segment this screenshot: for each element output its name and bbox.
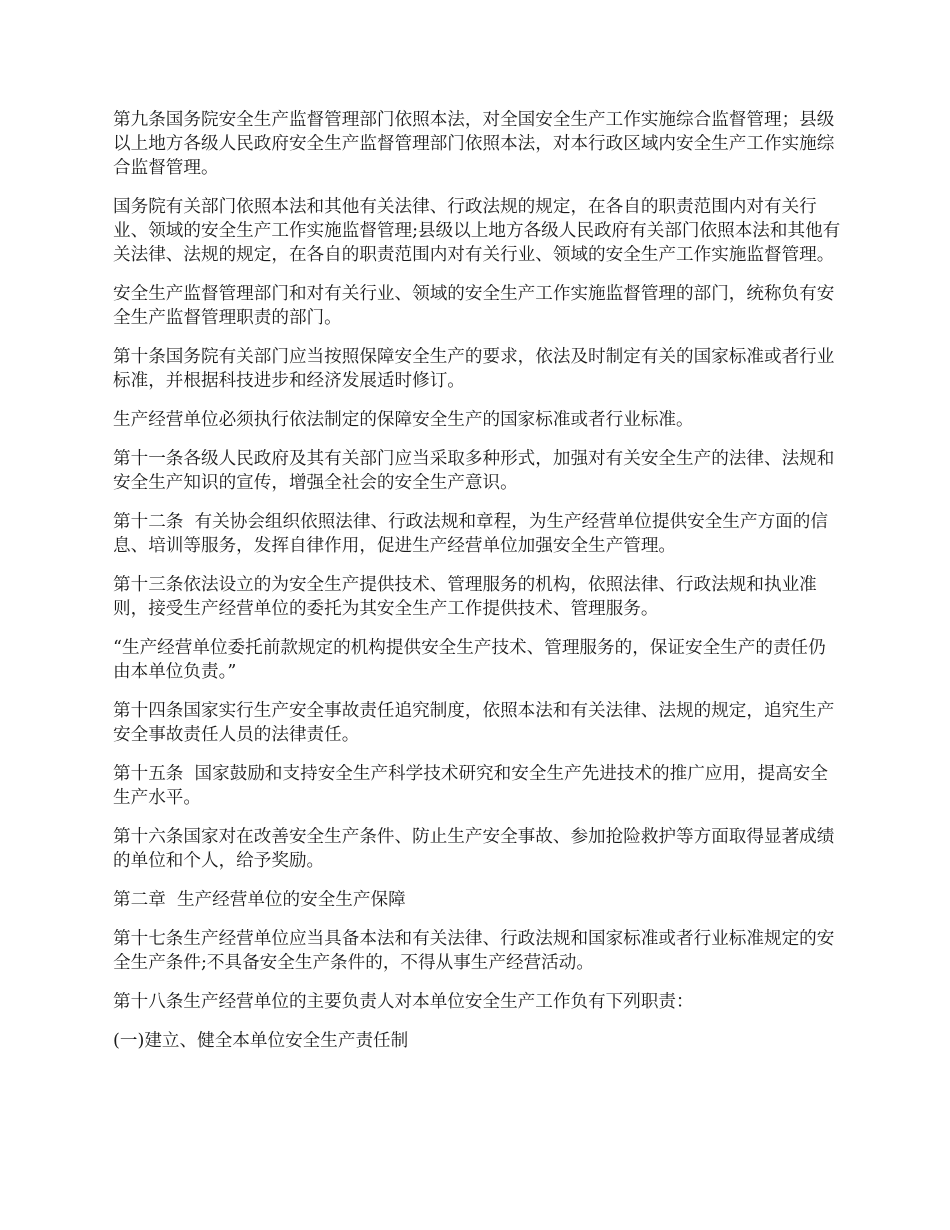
paragraph-article-9-part-2: 国务院有关部门依照本法和其他有关法律、行政法规的规定，在各自的职责范围内对有关行业、领域的安全生产工作实施监督管理;县级以上地方各级人民政府有关部门依照本法和其他有关法律、法规的规定，在各自的职责范围内对有关行业、领域的安全生产工作实施监督管理。 — [113, 197, 841, 265]
chapter-heading-2: 第二章 生产经营单位的安全生产保障 — [113, 890, 406, 910]
document-body — [113, 108, 843, 1068]
paragraph-article-11: 第十一条各级人民政府及其有关部门应当采取多种形式，加强对有关安全生产的法律、法规和安全生产知识的宣传，增强全社会的安全生产意识。 — [113, 449, 835, 493]
paragraph-article-9-part-3: 安全生产监督管理部门和对有关行业、领域的安全生产工作实施监督管理的部门，统称负有安全生产监督管理职责的部门。 — [113, 284, 835, 328]
paragraph-article-17: 第十七条生产经营单位应当具备本法和有关法律、行政法规和国家标准或者行业标准规定的安全生产条件;不具备安全生产条件的，不得从事生产经营活动。 — [113, 929, 835, 973]
paragraph-article-15: 第十五条 国家鼓励和支持安全生产科学技术研究和安全生产先进技术的推广应用，提高安全生产水平。 — [113, 764, 828, 808]
paragraph-article-9: 第九条国务院安全生产监督管理部门依照本法，对全国安全生产工作实施综合监督管理；县级以上地方各级人民政府安全生产监督管理部门依照本法，对本行政区域内安全生产工作实施综合监督管理。 — [113, 110, 835, 178]
paragraph-article-10: 第十条国务院有关部门应当按照保障安全生产的要求，依法及时制定有关的国家标准或者行业标准，并根据科技进步和经济发展适时修订。 — [113, 347, 835, 391]
paragraph-article-13-part-2: “生产经营单位委托前款规定的机构提供安全生产技术、管理服务的，保证安全生产的责任仍由本单位负责。” — [113, 638, 826, 682]
paragraph-article-13: 第十三条依法设立的为安全生产提供技术、管理服务的机构，依照法律、行政法规和执业准则，接受生产经营单位的委托为其安全生产工作提供技术、管理服务。 — [113, 575, 817, 619]
paragraph-article-14: 第十四条国家实行生产安全事故责任追究制度，依照本法和有关法律、法规的规定，追究生产安全事故责任人员的法律责任。 — [113, 701, 835, 745]
paragraph-article-10-part-2: 生产经营单位必须执行依法制定的保障安全生产的国家标准或者行业标准。 — [113, 410, 694, 430]
paragraph-article-18: 第十八条生产经营单位的主要负责人对本单位安全生产工作负有下列职责： — [113, 992, 694, 1012]
paragraph-article-16: 第十六条国家对在改善安全生产条件、防止生产安全事故、参加抢险救护等方面取得显著成绩的单位和个人，给予奖励。 — [113, 827, 835, 871]
list-item-1: (一)建立、健全本单位安全生产责任制 — [113, 1031, 409, 1051]
paragraph-article-12: 第十二条 有关协会组织依照法律、行政法规和章程，为生产经营单位提供安全生产方面的信息、培训等服务，发挥自律作用，促进生产经营单位加强安全生产管理。 — [113, 512, 828, 556]
